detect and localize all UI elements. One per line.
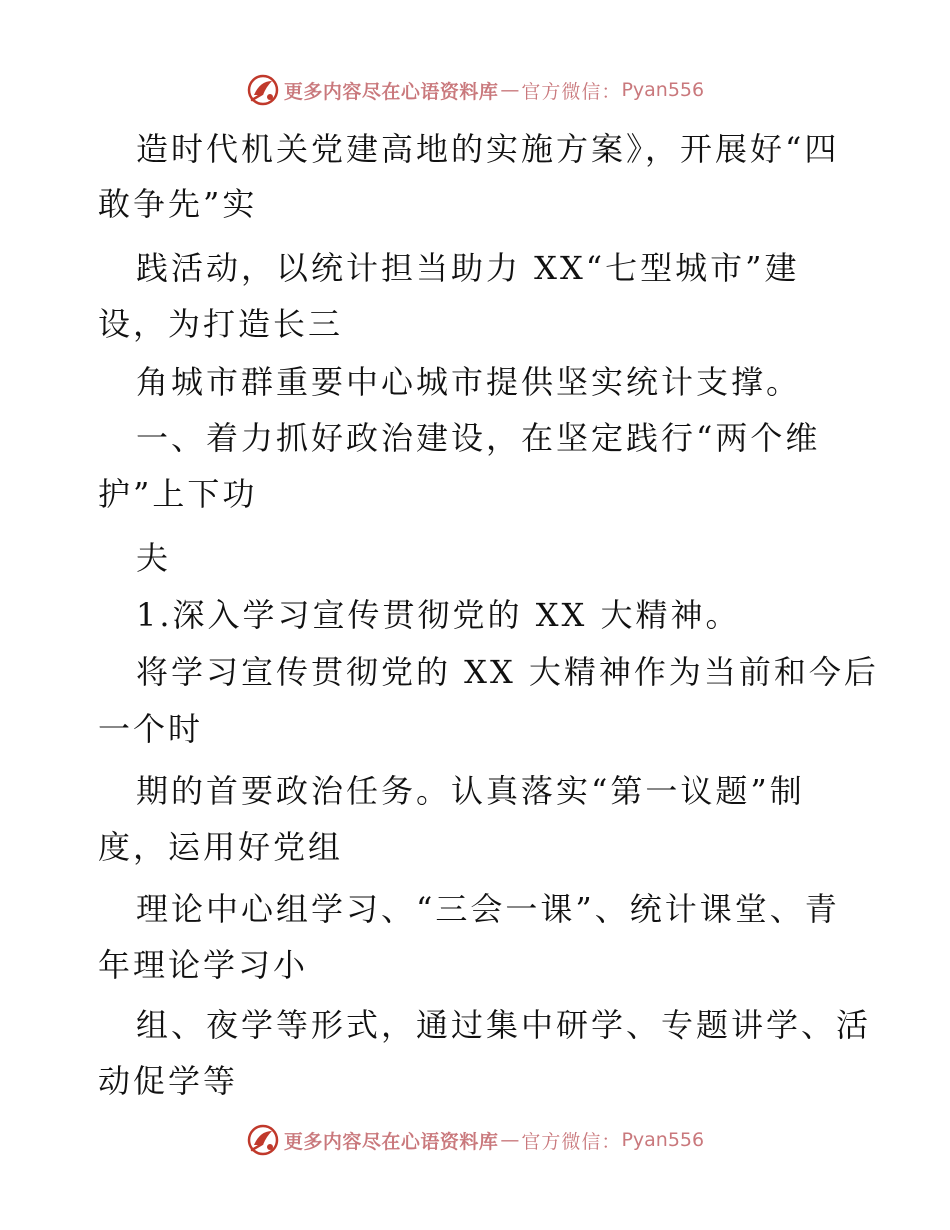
watermark-site-text: 更多内容尽在心语资料库 xyxy=(283,1130,499,1153)
text-line: 一、着力抓好政治建设，在坚定践行“两个维 xyxy=(136,419,821,457)
text-line: 一个时 xyxy=(98,710,204,748)
header-watermark xyxy=(0,70,950,110)
text-line: 夫 xyxy=(136,539,172,577)
watermark-wechat-id: Pyan556 xyxy=(621,79,705,101)
text-line: 践活动，以统计担当助力 XX“七型城市”建 xyxy=(136,249,800,287)
text-line: 组、夜学等形式，通过集中研学、专题讲学、活 xyxy=(136,1006,872,1044)
text-line: 理论中心组学习、“三会一课”、统计课堂、青 xyxy=(136,890,840,928)
text-line: 角城市群重要中心城市提供坚实统计支撑。 xyxy=(136,363,802,401)
watermark-wechat-id: Pyan556 xyxy=(621,1129,705,1151)
footer-watermark xyxy=(0,1120,950,1160)
text-line: 度，运用好党组 xyxy=(98,828,344,866)
text-line: 1.深入学习宣传贯彻党的 XX 大精神。 xyxy=(136,596,741,634)
watermark-wechat-label: 官方微信： xyxy=(521,1130,622,1153)
text-line: 设，为打造长三 xyxy=(98,305,344,343)
text-line: 将学习宣传贯彻党的 XX 大精神作为当前和今后 xyxy=(136,653,879,691)
watermark-separator: — xyxy=(500,1129,520,1151)
text-line: 护”上下功 xyxy=(98,475,258,513)
text-line: 年理论学习小 xyxy=(98,946,309,984)
watermark-site-text: 更多内容尽在心语资料库 xyxy=(283,80,499,103)
pen-logo-icon xyxy=(246,73,280,107)
text-line: 期的首要政治任务。认真落实“第一议题”制 xyxy=(136,772,805,810)
watermark-wechat-label: 官方微信： xyxy=(521,80,622,103)
text-line: 造时代机关党建高地的实施方案》，开展好“四 xyxy=(136,130,840,168)
watermark-separator: — xyxy=(500,79,520,101)
pen-logo-icon xyxy=(246,1123,280,1157)
text-line: 敢争先”实 xyxy=(98,185,258,223)
text-line: 动促学等 xyxy=(98,1062,239,1100)
